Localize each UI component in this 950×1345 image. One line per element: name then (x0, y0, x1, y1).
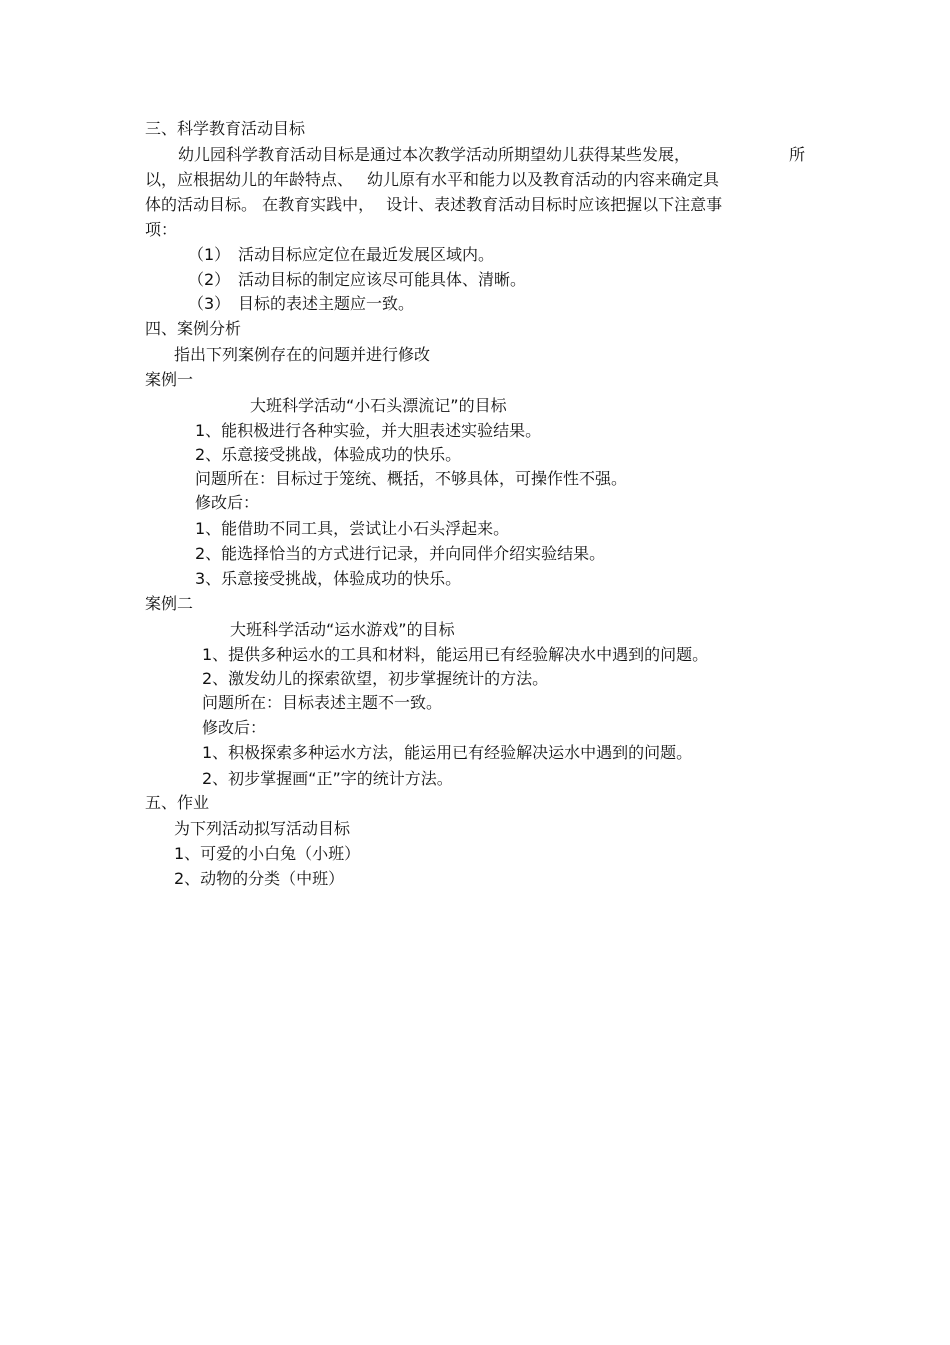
section-5-item: 2、动物的分类（中班） (174, 869, 345, 888)
section-5-heading: 五、作业 (145, 793, 210, 812)
section-3-paragraph-line-1-end: 所 (789, 145, 806, 164)
list-text: 目标的表述主题应一致。 (238, 294, 415, 313)
section-3-heading: 三、科学教育活动目标 (145, 119, 306, 138)
section-5-item: 1、可爱的小白兔（小班） (174, 844, 361, 863)
case-1-label: 案例一 (145, 370, 194, 389)
case-1-revised-goal: 1、能借助不同工具，尝试让小石头浮起来。 (195, 519, 510, 538)
case-2-revised-goal: 2、初步掌握画“正”字的统计方法。 (202, 769, 453, 788)
paragraph-text: 幼儿园科学教育活动目标是通过本次教学活动所期望幼儿获得某些发展， (178, 145, 691, 164)
case-1-revised-label: 修改后： (195, 493, 260, 512)
list-number: （1） (188, 245, 231, 264)
case-1-goal: 2、乐意接受挑战，体验成功的快乐。 (195, 445, 462, 464)
section-3-paragraph-line-4: 项： (145, 220, 178, 239)
list-number: （3） (188, 294, 231, 313)
case-2-label: 案例二 (145, 594, 194, 613)
paragraph-text: 幼儿原有水平和能力以及教育活动的内容来确定具 (367, 170, 720, 189)
case-2-goal: 2、激发幼儿的探索欲望，初步掌握统计的方法。 (202, 669, 549, 688)
section-3-paragraph-line-3 (145, 194, 722, 216)
case-1-revised-goal: 2、能选择恰当的方式进行记录，并向同伴介绍实验结果。 (195, 544, 606, 563)
list-text: 活动目标应定位在最近发展区域内。 (238, 245, 495, 264)
section-3-paragraph-line-2 (145, 169, 719, 191)
section-3-paragraph-line-1 (178, 144, 690, 166)
list-item (188, 244, 494, 266)
list-item (188, 269, 526, 291)
case-1-title: 大班科学活动“小石头漂流记”的目标 (250, 396, 507, 415)
section-4-heading: 四、案例分析 (145, 319, 242, 338)
case-1-revised-goal: 3、乐意接受挑战，体验成功的快乐。 (195, 569, 462, 588)
case-2-revised-goal: 1、积极探索多种运水方法，能运用已有经验解决运水中遇到的问题。 (202, 743, 693, 762)
case-2-revised-label: 修改后： (202, 718, 267, 737)
case-2-goal: 1、提供多种运水的工具和材料，能运用已有经验解决水中遇到的问题。 (202, 645, 709, 664)
case-2-title: 大班科学活动“运水游戏”的目标 (230, 620, 455, 639)
paragraph-text: 以，应根据幼儿的年龄特点、 (145, 170, 354, 189)
list-item (188, 293, 414, 315)
case-1-goal: 1、能积极进行各种实验，并大胆表述实验结果。 (195, 421, 542, 440)
section-5-intro: 为下列活动拟写活动目标 (174, 819, 351, 838)
paragraph-text: 体的活动目标。 在教育实践中， (145, 195, 375, 214)
paragraph-text: 设计、表述教育活动目标时应该把握以下注意事 (386, 195, 723, 214)
section-4-intro: 指出下列案例存在的问题并进行修改 (174, 345, 431, 364)
list-number: （2） (188, 270, 231, 289)
case-1-problem: 问题所在：目标过于笼统、概括，不够具体，可操作性不强。 (195, 469, 628, 488)
list-text: 活动目标的制定应该尽可能具体、清晰。 (238, 270, 527, 289)
case-2-problem: 问题所在：目标表述主题不一致。 (202, 693, 443, 712)
